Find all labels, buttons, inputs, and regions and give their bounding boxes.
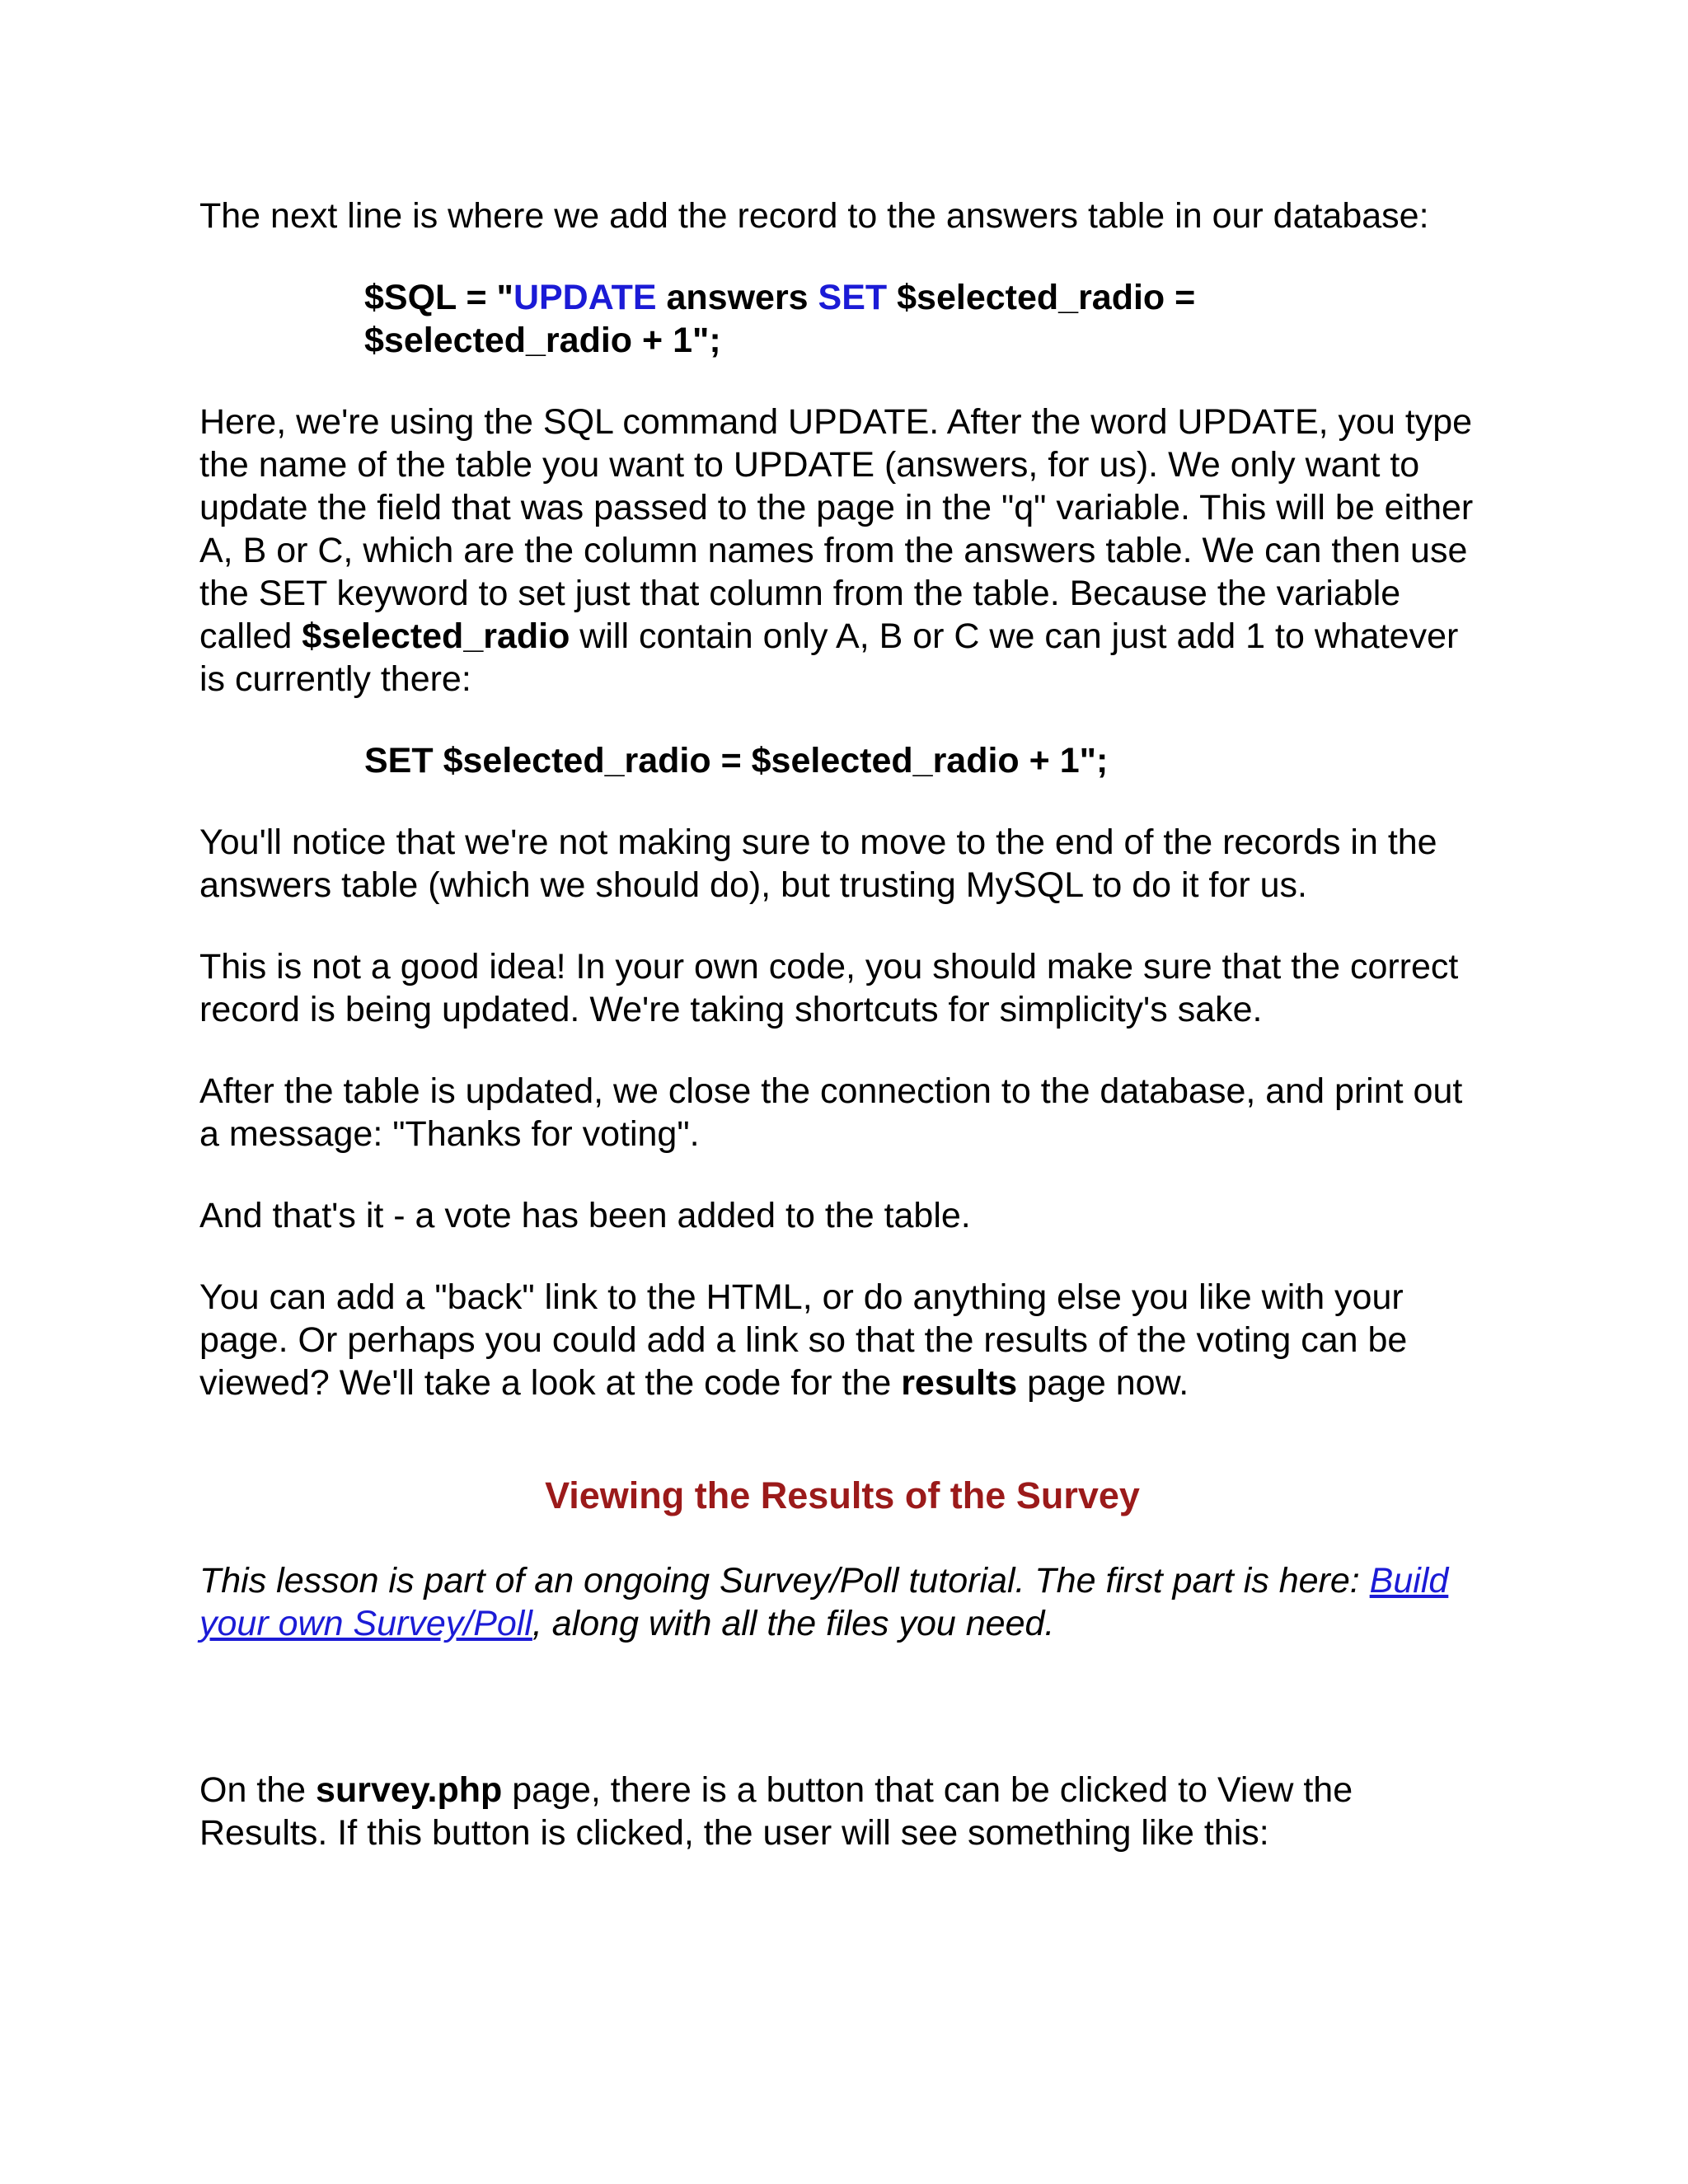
warning-paragraph: This is not a good idea! In your own code, you should make sure that the correct record is being updated. We're taking shortcuts for simplicity's sake.	[199, 947, 1459, 1029]
survey-page-paragraph	[199, 1769, 1485, 1854]
bold-results: results	[901, 1363, 1018, 1403]
paragraph-text: Here, we're using the SQL command UPDATE. After the word UPDATE, you type the name of the table you want to UPDATE (answers, for us). We only want to update the field that was passed to the page in the "q" variable. This will be either A, B or C, which are the column names from the answers table. We can then use the SET keyword to set just that column from the table. Because the variable called	[199, 402, 1474, 656]
code-text: $SQL = "	[364, 278, 513, 317]
bold-variable: $selected_radio	[302, 616, 570, 656]
sql-update-code	[364, 276, 1485, 362]
section-heading: Viewing the Results of the Survey	[545, 1474, 1140, 1516]
paragraph-text: On the	[199, 1770, 316, 1810]
code-text: answers	[656, 278, 818, 317]
vote-added-paragraph: And that's it - a vote has been added to the table.	[199, 1196, 971, 1235]
mysql-note-paragraph: You'll notice that we're not making sure to move to the end of the records in the answers table (which we should do), but trusting MySQL to do it for us.	[199, 823, 1437, 905]
code-text: $selected_radio =	[887, 278, 1196, 317]
code-keyword-set: SET	[818, 278, 888, 317]
paragraph-text: page now.	[1017, 1363, 1189, 1403]
intro-paragraph: The next line is where we add the record to the answers table in our database:	[199, 196, 1429, 236]
code-keyword-update: UPDATE	[513, 278, 657, 317]
document-page	[199, 194, 1485, 1893]
back-link-paragraph	[199, 1276, 1485, 1404]
close-connection-paragraph: After the table is updated, we close the connection to the database, and print out a message: "Thanks for voting".	[199, 1071, 1463, 1154]
survey-tutorial-link[interactable]: Build your own Survey/Poll	[199, 1561, 1449, 1643]
paragraph-text: You can add a "back" link to the HTML, or do anything else you like with your page. Or perhaps you could add a link so that the results of the voting can be viewed? We'll take a look at the code for the	[199, 1277, 1408, 1403]
paragraph-text: will contain only A, B or C we can just add 1 to whatever is currently there:	[199, 616, 1459, 699]
update-explanation-paragraph	[199, 401, 1485, 701]
sql-set-code: SET $selected_radio = $selected_radio + 1";	[364, 741, 1109, 780]
tutorial-note	[199, 1559, 1485, 1645]
note-text: , along with all the files you need.	[532, 1604, 1055, 1643]
code-text-line2: $selected_radio + 1";	[364, 321, 721, 360]
paragraph-text: page, there is a button that can be clicked to View the Results. If this button is clicked, the user will see something like this:	[199, 1770, 1353, 1853]
note-text: This lesson is part of an ongoing Survey/Poll tutorial. The first part is here:	[199, 1561, 1370, 1601]
bold-filename: survey.php	[316, 1770, 503, 1810]
